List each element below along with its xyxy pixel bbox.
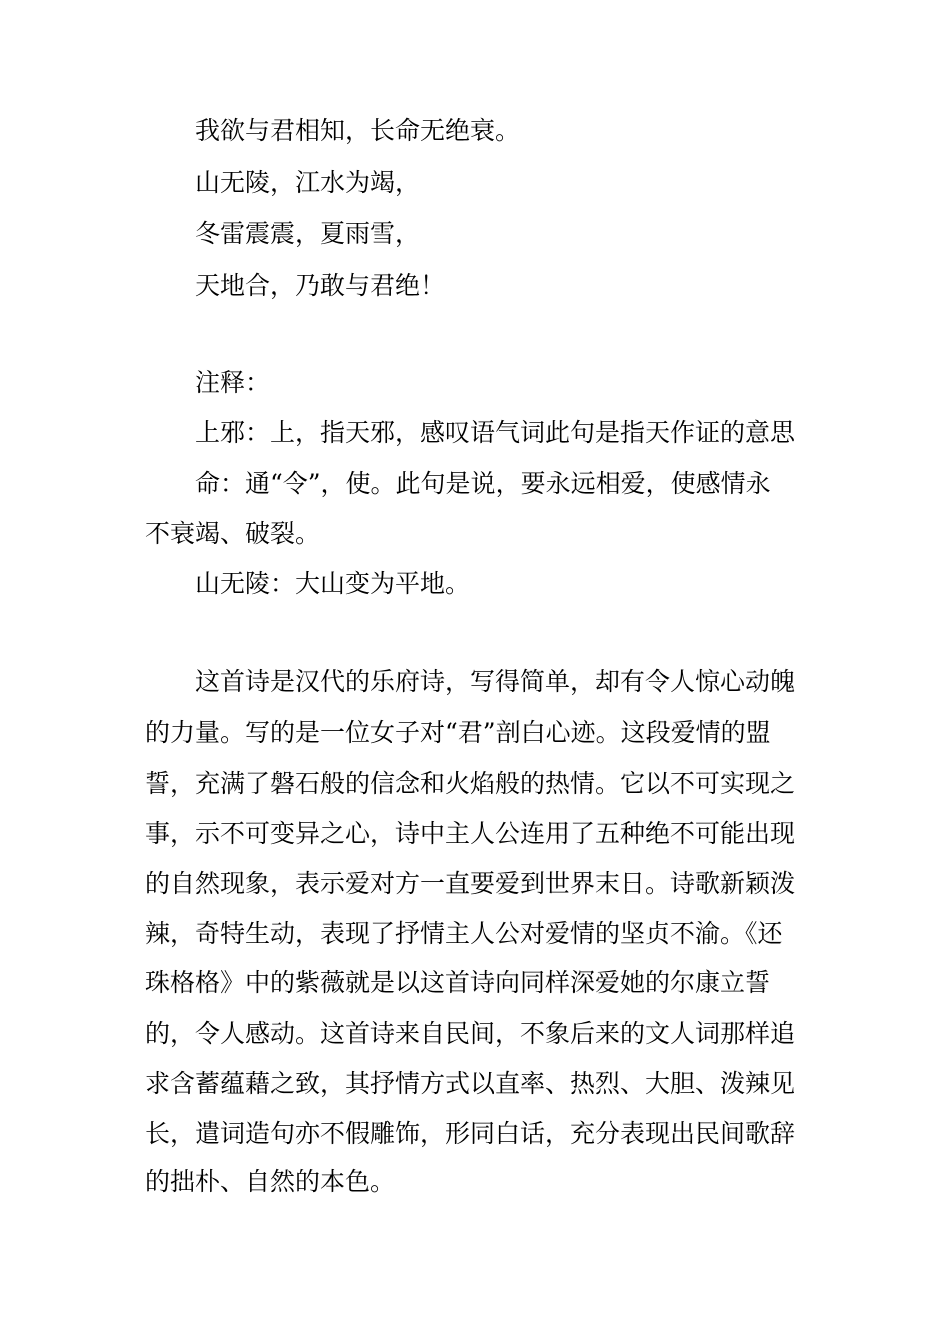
commentary-line: 长，遣词造句亦不假雕饰，形同白话，充分表现出民间歌辞 — [145, 1119, 796, 1148]
commentary-line: 珠格格》中的紫薇就是以这首诗向同样深爱她的尔康立誓 — [145, 968, 771, 997]
poem-line: 天地合，乃敢与君绝！ — [195, 271, 446, 300]
note-item: 命：通“令”，使。此句是说，要永远相爱，使感情永 — [195, 469, 771, 498]
poem-line: 山无陵，江水为竭， — [195, 168, 421, 197]
notes-heading: 注释： — [195, 368, 271, 397]
commentary-line: 求含蓄蕴藉之致，其抒情方式以直率、热烈、大胆、泼辣见 — [145, 1069, 796, 1098]
commentary-line: 的力量。写的是一位女子对“君”剖白心迹。这段爱情的盟 — [145, 718, 771, 747]
poem-line: 冬雷震震，夏雨雪， — [195, 219, 421, 248]
commentary-line: 的拙朴、自然的本色。 — [145, 1167, 396, 1196]
commentary-line: 事，示不可变异之心，诗中主人公连用了五种绝不可能出现 — [145, 819, 796, 848]
poem-line: 我欲与君相知，长命无绝衰。 — [195, 116, 521, 145]
note-item-continuation: 不衰竭、破裂。 — [145, 519, 321, 548]
note-item: 山无陵：大山变为平地。 — [195, 569, 471, 598]
commentary-line: 的自然现象，表示爱对方一直要爱到世界末日。诗歌新颖泼 — [145, 869, 796, 898]
commentary-line: 的，令人感动。这首诗来自民间，不象后来的文人词那样追 — [145, 1019, 796, 1048]
note-item: 上邪：上，指天邪，感叹语气词此句是指天作证的意思 — [195, 418, 796, 447]
commentary-line: 这首诗是汉代的乐府诗，写得简单，却有令人惊心动魄 — [195, 667, 796, 696]
commentary-line: 辣，奇特生动，表现了抒情主人公对爱情的坚贞不渝。《还 — [145, 919, 783, 948]
commentary-line: 誓，充满了磐石般的信念和火焰般的热情。它以不可实现之 — [145, 769, 796, 798]
